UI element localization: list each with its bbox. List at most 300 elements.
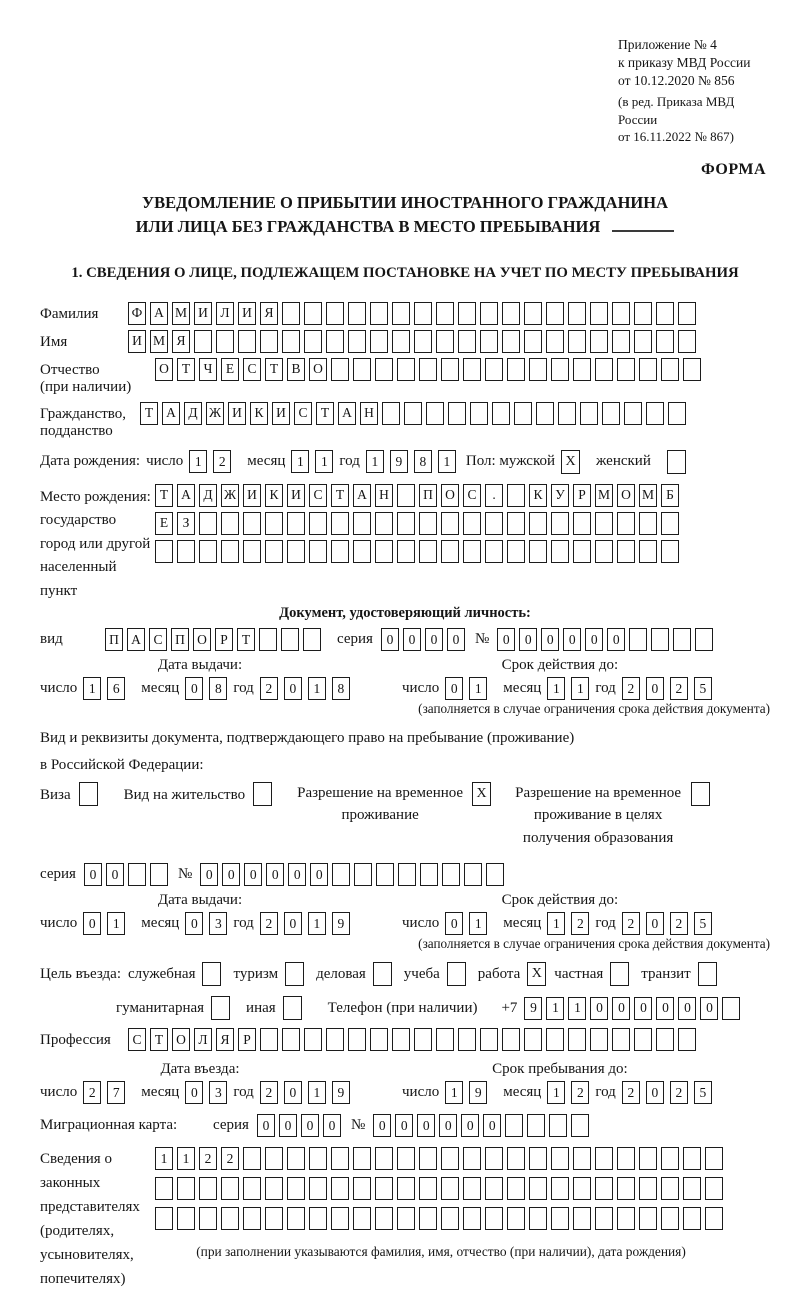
form-cell[interactable]: 0: [417, 1114, 435, 1137]
form-cell[interactable]: [370, 302, 388, 325]
form-cell[interactable]: [529, 512, 547, 535]
form-cell[interactable]: 1: [308, 1081, 326, 1104]
form-cell[interactable]: 0: [284, 677, 302, 700]
form-cell[interactable]: 1: [438, 450, 456, 473]
form-cell[interactable]: И: [272, 402, 290, 425]
form-cell[interactable]: С: [243, 358, 261, 381]
form-cell[interactable]: [441, 358, 459, 381]
form-cell[interactable]: [370, 330, 388, 353]
form-cell[interactable]: [639, 1147, 657, 1170]
form-cell[interactable]: [590, 1028, 608, 1051]
form-cell[interactable]: 0: [83, 912, 101, 935]
form-cell[interactable]: [426, 402, 444, 425]
form-cell[interactable]: [304, 1028, 322, 1051]
form-cell[interactable]: [617, 358, 635, 381]
form-cell[interactable]: [260, 1028, 278, 1051]
form-cell[interactable]: [629, 628, 647, 651]
form-cell[interactable]: [617, 540, 635, 563]
form-cell[interactable]: [348, 330, 366, 353]
form-cell[interactable]: [353, 1207, 371, 1230]
residence-permit-checkbox[interactable]: [253, 782, 272, 806]
form-cell[interactable]: [617, 1177, 635, 1200]
form-cell[interactable]: [303, 628, 321, 651]
form-cell[interactable]: С: [309, 484, 327, 507]
form-cell[interactable]: 9: [332, 912, 350, 935]
form-cell[interactable]: [705, 1147, 723, 1170]
form-cell[interactable]: [398, 863, 416, 886]
form-cell[interactable]: [502, 330, 520, 353]
form-cell[interactable]: [397, 1147, 415, 1170]
form-cell[interactable]: О: [441, 484, 459, 507]
form-cell[interactable]: [353, 1147, 371, 1170]
form-cell[interactable]: [348, 302, 366, 325]
form-cell[interactable]: [326, 302, 344, 325]
form-cell[interactable]: 0: [381, 628, 399, 651]
form-cell[interactable]: [243, 540, 261, 563]
purpose-work-checkbox[interactable]: X: [527, 962, 546, 986]
form-cell[interactable]: [375, 1177, 393, 1200]
form-cell[interactable]: 0: [519, 628, 537, 651]
form-cell[interactable]: [551, 512, 569, 535]
form-cell[interactable]: [353, 358, 371, 381]
form-cell[interactable]: [463, 540, 481, 563]
form-cell[interactable]: 5: [694, 677, 712, 700]
form-cell[interactable]: Т: [155, 484, 173, 507]
form-cell[interactable]: [309, 512, 327, 535]
form-cell[interactable]: 1: [308, 677, 326, 700]
form-cell[interactable]: П: [105, 628, 123, 651]
form-cell[interactable]: [502, 1028, 520, 1051]
form-cell[interactable]: [392, 302, 410, 325]
form-cell[interactable]: [436, 302, 454, 325]
form-cell[interactable]: [128, 863, 146, 886]
form-cell[interactable]: [282, 1028, 300, 1051]
form-cell[interactable]: [529, 358, 547, 381]
form-cell[interactable]: [287, 512, 305, 535]
form-cell[interactable]: [281, 628, 299, 651]
form-cell[interactable]: 1: [189, 450, 207, 473]
form-cell[interactable]: [612, 330, 630, 353]
form-cell[interactable]: [436, 330, 454, 353]
form-cell[interactable]: Т: [140, 402, 158, 425]
form-cell[interactable]: [441, 512, 459, 535]
form-cell[interactable]: [507, 1207, 525, 1230]
form-cell[interactable]: [392, 1028, 410, 1051]
form-cell[interactable]: [243, 1207, 261, 1230]
form-cell[interactable]: 1: [469, 912, 487, 935]
form-cell[interactable]: [304, 330, 322, 353]
form-cell[interactable]: [639, 358, 657, 381]
form-cell[interactable]: [265, 1147, 283, 1170]
form-cell[interactable]: [331, 540, 349, 563]
purpose-official-checkbox[interactable]: [202, 962, 221, 986]
form-cell[interactable]: [326, 330, 344, 353]
form-cell[interactable]: [536, 402, 554, 425]
form-cell[interactable]: [507, 484, 525, 507]
form-cell[interactable]: [656, 1028, 674, 1051]
form-cell[interactable]: [309, 1147, 327, 1170]
form-cell[interactable]: [683, 1207, 701, 1230]
purpose-tourism-checkbox[interactable]: [285, 962, 304, 986]
form-cell[interactable]: [353, 1177, 371, 1200]
form-cell[interactable]: 0: [447, 628, 465, 651]
form-cell[interactable]: 0: [541, 628, 559, 651]
form-cell[interactable]: 0: [185, 677, 203, 700]
form-cell[interactable]: 9: [524, 997, 542, 1020]
form-cell[interactable]: [177, 540, 195, 563]
form-cell[interactable]: [480, 302, 498, 325]
form-cell[interactable]: Т: [150, 1028, 168, 1051]
form-cell[interactable]: [199, 512, 217, 535]
form-cell[interactable]: [661, 1207, 679, 1230]
form-cell[interactable]: 0: [700, 997, 718, 1020]
form-cell[interactable]: 9: [390, 450, 408, 473]
form-cell[interactable]: [485, 358, 503, 381]
form-cell[interactable]: [639, 1177, 657, 1200]
form-cell[interactable]: Р: [215, 628, 233, 651]
sex-male-checkbox[interactable]: X: [561, 450, 580, 474]
form-cell[interactable]: 0: [395, 1114, 413, 1137]
form-cell[interactable]: С: [149, 628, 167, 651]
form-cell[interactable]: [507, 358, 525, 381]
form-cell[interactable]: [573, 1147, 591, 1170]
form-cell[interactable]: [634, 302, 652, 325]
form-cell[interactable]: [442, 863, 460, 886]
form-cell[interactable]: [419, 1177, 437, 1200]
temp-residence-education-checkbox[interactable]: [691, 782, 710, 806]
form-cell[interactable]: [695, 628, 713, 651]
form-cell[interactable]: [221, 1177, 239, 1200]
form-cell[interactable]: [486, 863, 504, 886]
form-cell[interactable]: 1: [547, 1081, 565, 1104]
form-cell[interactable]: Ж: [221, 484, 239, 507]
purpose-private-checkbox[interactable]: [610, 962, 629, 986]
form-cell[interactable]: [661, 540, 679, 563]
form-cell[interactable]: [463, 1177, 481, 1200]
form-cell[interactable]: [441, 1177, 459, 1200]
form-cell[interactable]: [199, 1207, 217, 1230]
form-cell[interactable]: [571, 1114, 589, 1137]
form-cell[interactable]: 1: [308, 912, 326, 935]
sex-female-checkbox[interactable]: [667, 450, 686, 474]
form-cell[interactable]: П: [419, 484, 437, 507]
form-cell[interactable]: 1: [366, 450, 384, 473]
form-cell[interactable]: [287, 1177, 305, 1200]
form-cell[interactable]: 1: [547, 912, 565, 935]
form-cell[interactable]: [595, 1147, 613, 1170]
form-cell[interactable]: И: [194, 302, 212, 325]
form-cell[interactable]: [392, 330, 410, 353]
form-cell[interactable]: [529, 1177, 547, 1200]
form-cell[interactable]: [194, 330, 212, 353]
form-cell[interactable]: К: [250, 402, 268, 425]
form-cell[interactable]: [568, 1028, 586, 1051]
form-cell[interactable]: [463, 1147, 481, 1170]
form-cell[interactable]: [595, 358, 613, 381]
form-cell[interactable]: [397, 358, 415, 381]
form-cell[interactable]: Т: [265, 358, 283, 381]
form-cell[interactable]: [221, 512, 239, 535]
form-cell[interactable]: [661, 512, 679, 535]
form-cell[interactable]: И: [228, 402, 246, 425]
purpose-study-checkbox[interactable]: [447, 962, 466, 986]
form-cell[interactable]: [331, 1177, 349, 1200]
form-cell[interactable]: [287, 540, 305, 563]
form-cell[interactable]: [376, 863, 394, 886]
form-cell[interactable]: [265, 512, 283, 535]
form-cell[interactable]: 0: [612, 997, 630, 1020]
form-cell[interactable]: 1: [155, 1147, 173, 1170]
form-cell[interactable]: Р: [238, 1028, 256, 1051]
form-cell[interactable]: [375, 1207, 393, 1230]
form-cell[interactable]: [573, 1207, 591, 1230]
form-cell[interactable]: 1: [291, 450, 309, 473]
form-cell[interactable]: У: [551, 484, 569, 507]
form-cell[interactable]: [485, 1177, 503, 1200]
form-cell[interactable]: [419, 1207, 437, 1230]
form-cell[interactable]: [514, 402, 532, 425]
form-cell[interactable]: С: [294, 402, 312, 425]
form-cell[interactable]: [656, 302, 674, 325]
form-cell[interactable]: 2: [83, 1081, 101, 1104]
form-cell[interactable]: [414, 1028, 432, 1051]
form-cell[interactable]: О: [617, 484, 635, 507]
form-cell[interactable]: 0: [590, 997, 608, 1020]
form-cell[interactable]: С: [463, 484, 481, 507]
form-cell[interactable]: [612, 302, 630, 325]
form-cell[interactable]: 0: [222, 863, 240, 886]
form-cell[interactable]: [177, 1177, 195, 1200]
form-cell[interactable]: [551, 1147, 569, 1170]
form-cell[interactable]: 6: [107, 677, 125, 700]
form-cell[interactable]: [331, 1147, 349, 1170]
form-cell[interactable]: А: [353, 484, 371, 507]
form-cell[interactable]: И: [238, 302, 256, 325]
form-cell[interactable]: [505, 1114, 523, 1137]
form-cell[interactable]: [155, 540, 173, 563]
form-cell[interactable]: 0: [244, 863, 262, 886]
form-cell[interactable]: 2: [670, 677, 688, 700]
form-cell[interactable]: 0: [483, 1114, 501, 1137]
form-cell[interactable]: [595, 540, 613, 563]
form-cell[interactable]: К: [529, 484, 547, 507]
form-cell[interactable]: [265, 1177, 283, 1200]
form-cell[interactable]: [507, 1147, 525, 1170]
form-cell[interactable]: А: [162, 402, 180, 425]
form-cell[interactable]: [375, 512, 393, 535]
form-cell[interactable]: 2: [260, 677, 278, 700]
form-cell[interactable]: [634, 330, 652, 353]
form-cell[interactable]: 8: [209, 677, 227, 700]
form-cell[interactable]: 3: [209, 912, 227, 935]
form-cell[interactable]: О: [193, 628, 211, 651]
form-cell[interactable]: 7: [107, 1081, 125, 1104]
form-cell[interactable]: С: [128, 1028, 146, 1051]
form-cell[interactable]: 2: [571, 912, 589, 935]
form-cell[interactable]: Т: [316, 402, 334, 425]
form-cell[interactable]: [353, 540, 371, 563]
form-cell[interactable]: Т: [237, 628, 255, 651]
form-cell[interactable]: 0: [266, 863, 284, 886]
form-cell[interactable]: [397, 1177, 415, 1200]
form-cell[interactable]: 0: [279, 1114, 297, 1137]
form-cell[interactable]: [458, 302, 476, 325]
form-cell[interactable]: [332, 863, 350, 886]
form-cell[interactable]: [568, 302, 586, 325]
form-cell[interactable]: [507, 1177, 525, 1200]
form-cell[interactable]: [458, 1028, 476, 1051]
form-cell[interactable]: [705, 1207, 723, 1230]
form-cell[interactable]: [397, 1207, 415, 1230]
form-cell[interactable]: [705, 1177, 723, 1200]
form-cell[interactable]: [238, 330, 256, 353]
form-cell[interactable]: Я: [216, 1028, 234, 1051]
form-cell[interactable]: 0: [646, 1081, 664, 1104]
form-cell[interactable]: 1: [469, 677, 487, 700]
form-cell[interactable]: 0: [634, 997, 652, 1020]
form-cell[interactable]: [485, 540, 503, 563]
form-cell[interactable]: 1: [315, 450, 333, 473]
form-cell[interactable]: [287, 1147, 305, 1170]
form-cell[interactable]: [507, 512, 525, 535]
form-cell[interactable]: 2: [260, 912, 278, 935]
form-cell[interactable]: [375, 1147, 393, 1170]
form-cell[interactable]: [199, 540, 217, 563]
purpose-transit-checkbox[interactable]: [698, 962, 717, 986]
form-cell[interactable]: 9: [469, 1081, 487, 1104]
form-cell[interactable]: [527, 1114, 545, 1137]
form-cell[interactable]: [265, 540, 283, 563]
form-cell[interactable]: [243, 1177, 261, 1200]
form-cell[interactable]: [590, 302, 608, 325]
temp-residence-checkbox[interactable]: X: [472, 782, 491, 806]
form-cell[interactable]: 0: [257, 1114, 275, 1137]
form-cell[interactable]: [580, 402, 598, 425]
form-cell[interactable]: [668, 402, 686, 425]
form-cell[interactable]: [282, 302, 300, 325]
form-cell[interactable]: 2: [670, 1081, 688, 1104]
form-cell[interactable]: [419, 512, 437, 535]
form-cell[interactable]: [216, 330, 234, 353]
form-cell[interactable]: [683, 1147, 701, 1170]
form-cell[interactable]: [404, 402, 422, 425]
form-cell[interactable]: И: [243, 484, 261, 507]
form-cell[interactable]: [463, 1207, 481, 1230]
form-cell[interactable]: [441, 1207, 459, 1230]
form-cell[interactable]: М: [172, 302, 190, 325]
form-cell[interactable]: Ф: [128, 302, 146, 325]
form-cell[interactable]: [492, 402, 510, 425]
form-cell[interactable]: 0: [310, 863, 328, 886]
form-cell[interactable]: [485, 512, 503, 535]
form-cell[interactable]: [419, 1147, 437, 1170]
form-cell[interactable]: 0: [200, 863, 218, 886]
form-cell[interactable]: [546, 1028, 564, 1051]
form-cell[interactable]: [551, 1177, 569, 1200]
form-cell[interactable]: 8: [414, 450, 432, 473]
form-cell[interactable]: [463, 512, 481, 535]
form-cell[interactable]: [375, 540, 393, 563]
form-cell[interactable]: 0: [585, 628, 603, 651]
form-cell[interactable]: [595, 1207, 613, 1230]
form-cell[interactable]: [441, 540, 459, 563]
purpose-other-checkbox[interactable]: [283, 996, 302, 1020]
form-cell[interactable]: [375, 358, 393, 381]
form-cell[interactable]: [661, 1147, 679, 1170]
form-cell[interactable]: [529, 540, 547, 563]
form-cell[interactable]: 0: [403, 628, 421, 651]
form-cell[interactable]: 2: [213, 450, 231, 473]
form-cell[interactable]: [331, 1207, 349, 1230]
form-cell[interactable]: [463, 358, 481, 381]
form-cell[interactable]: [441, 1147, 459, 1170]
form-cell[interactable]: А: [150, 302, 168, 325]
form-cell[interactable]: [348, 1028, 366, 1051]
form-cell[interactable]: 2: [221, 1147, 239, 1170]
form-cell[interactable]: 0: [284, 1081, 302, 1104]
form-cell[interactable]: 0: [607, 628, 625, 651]
form-cell[interactable]: [448, 402, 466, 425]
form-cell[interactable]: 0: [425, 628, 443, 651]
form-cell[interactable]: [678, 1028, 696, 1051]
form-cell[interactable]: П: [171, 628, 189, 651]
form-cell[interactable]: [199, 1177, 217, 1200]
form-cell[interactable]: [558, 402, 576, 425]
form-cell[interactable]: [546, 330, 564, 353]
form-cell[interactable]: [309, 1177, 327, 1200]
form-cell[interactable]: [155, 1207, 173, 1230]
form-cell[interactable]: [265, 1207, 283, 1230]
form-cell[interactable]: [646, 402, 664, 425]
form-cell[interactable]: [414, 330, 432, 353]
form-cell[interactable]: 9: [332, 1081, 350, 1104]
form-cell[interactable]: И: [128, 330, 146, 353]
form-cell[interactable]: [221, 540, 239, 563]
form-cell[interactable]: В: [287, 358, 305, 381]
form-cell[interactable]: [551, 540, 569, 563]
form-cell[interactable]: 0: [373, 1114, 391, 1137]
form-cell[interactable]: К: [265, 484, 283, 507]
form-cell[interactable]: [573, 1177, 591, 1200]
form-cell[interactable]: [436, 1028, 454, 1051]
form-cell[interactable]: [331, 512, 349, 535]
form-cell[interactable]: 0: [288, 863, 306, 886]
form-cell[interactable]: 1: [83, 677, 101, 700]
form-cell[interactable]: [524, 330, 542, 353]
form-cell[interactable]: Д: [199, 484, 217, 507]
form-cell[interactable]: Б: [661, 484, 679, 507]
form-cell[interactable]: [177, 1207, 195, 1230]
form-cell[interactable]: [524, 1028, 542, 1051]
form-cell[interactable]: [485, 1147, 503, 1170]
form-cell[interactable]: 2: [260, 1081, 278, 1104]
form-cell[interactable]: 0: [445, 677, 463, 700]
form-cell[interactable]: [304, 302, 322, 325]
form-cell[interactable]: Е: [155, 512, 173, 535]
form-cell[interactable]: 0: [646, 912, 664, 935]
form-cell[interactable]: [612, 1028, 630, 1051]
form-cell[interactable]: [549, 1114, 567, 1137]
form-cell[interactable]: [651, 628, 669, 651]
form-cell[interactable]: [243, 512, 261, 535]
form-cell[interactable]: [639, 1207, 657, 1230]
form-cell[interactable]: М: [150, 330, 168, 353]
form-cell[interactable]: [573, 512, 591, 535]
form-cell[interactable]: [382, 402, 400, 425]
form-cell[interactable]: 1: [107, 912, 125, 935]
form-cell[interactable]: 0: [497, 628, 515, 651]
form-cell[interactable]: [656, 330, 674, 353]
